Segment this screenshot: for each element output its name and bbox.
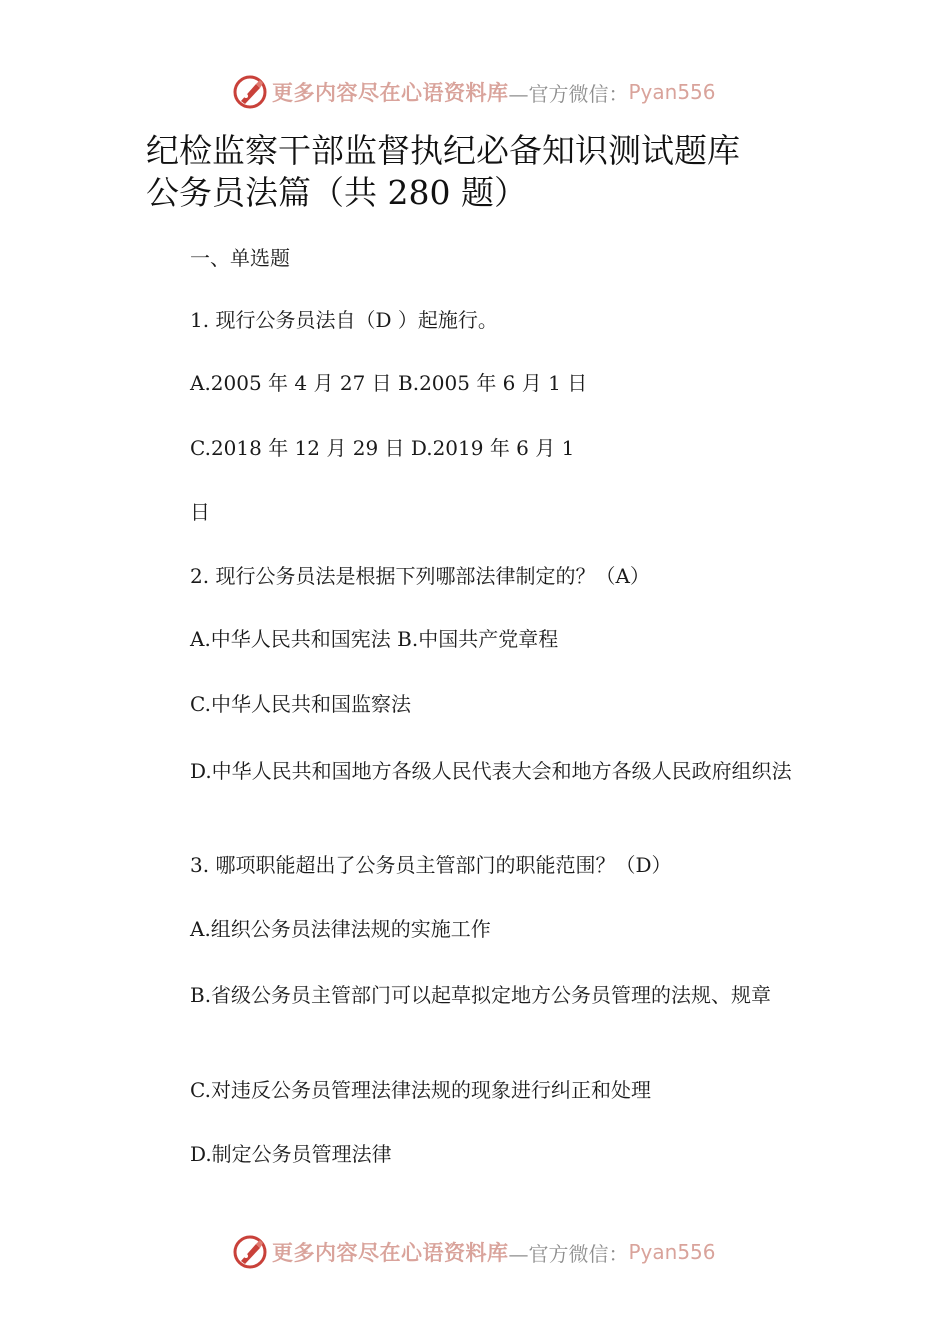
q2-options-row-1: A.中华人民共和国宪法 B.中国共产党章程 [190,627,559,651]
q3-option-b-text: B.省级公务员主管部门可以起草拟定地方公务员管理的法规、规章 [190,983,772,1007]
title-line-2: 公务员法篇（共 280 题） [146,173,527,212]
banner-slogan: 更多内容尽在心语资料库 [272,1240,509,1265]
section-heading: 一、单选题 [190,246,290,270]
footer-banner [0,1230,950,1274]
document-title [146,130,740,214]
banner-account: Pyan556 [628,80,716,104]
q1-options-row-1: A.2005 年 4 月 27 日 B.2005 年 6 月 1 日 [190,371,588,395]
banner-separator: —官方微信： [508,81,629,106]
banner-slogan: 更多内容尽在心语资料库 [272,80,509,105]
q3-option-d: D.制定公务员管理法律 [190,1142,392,1166]
header-banner [0,70,950,114]
q2-option-d [146,755,816,787]
q1-options-row-2: C.2018 年 12 月 29 日 D.2019 年 6 月 1 [190,436,575,460]
q3-stem: 3. 哪项职能超出了公务员主管部门的职能范围？（D） [190,853,672,877]
pen-logo-icon [232,74,268,110]
banner-separator: —官方微信： [508,1241,629,1266]
pen-logo-icon [232,1234,268,1270]
q2-stem: 2. 现行公务员法是根据下列哪部法律制定的？（A） [190,564,650,588]
q1-options-row-2-wrap: 日 [190,500,210,524]
q3-option-b [146,979,816,1011]
q3-option-c: C.对违反公务员管理法律法规的现象进行纠正和处理 [190,1078,651,1102]
banner-account: Pyan556 [628,1240,716,1264]
q2-option-d-text: D.中华人民共和国地方各级人民代表大会和地方各级人民政府组织法 [190,759,792,783]
title-line-1: 纪检监察干部监督执纪必备知识测试题库 [146,131,740,170]
q1-stem: 1. 现行公务员法自（D ）起施行。 [190,308,498,332]
q2-options-row-2: C.中华人民共和国监察法 [190,692,411,716]
q3-option-a: A.组织公务员法律法规的实施工作 [190,917,491,941]
